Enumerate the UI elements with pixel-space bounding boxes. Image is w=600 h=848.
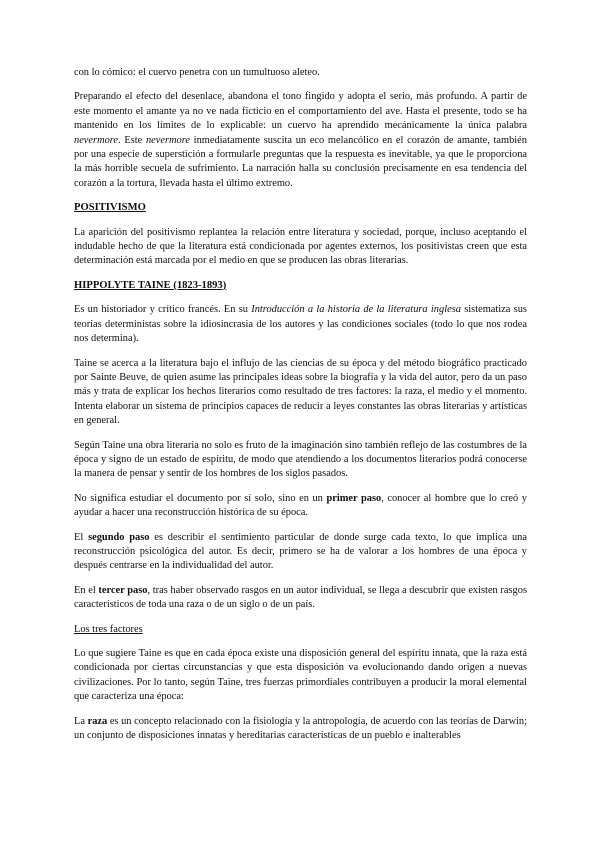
text-segment: inmediatamente suscita un eco melancólico en el corazón de amante, también por una especie de superstición a formularle preguntas que la respuesta es inevitable, ya que le proporciona la más horrible secuela de sufrimiento. La narración halla su conclusión precisamente en esa tendencia del corazón a la tortura, llevada hasta el último extremo.: [74, 134, 527, 189]
paragraph-taine-intro: [74, 303, 527, 346]
bold-term: segundo paso: [88, 531, 150, 543]
text-segment: , tras haber observado rasgos en un autor individual, se llega a descubrir que existen rasgos característicos de toda una raza o de un siglo o de un país.: [74, 584, 527, 611]
paragraph-taine-method: Taine se acerca a la literatura bajo el influjo de las ciencias de su época y del método biográfico practicado por Sainte Beuve, de quien asume las principales ideas sobre la biografía y la vida del autor, pero da un paso más y trata de explicar los hechos literarios como resultado de tres factores: la raza, el medio y el momento. Intenta elaborar un sistema de principios capaces de reducir a leyes constantes las obras literarias y artísticas en general.: [74, 357, 527, 427]
italic-term: nevermore: [145, 134, 190, 146]
section-heading-positivismo: POSITIVISMO: [74, 202, 146, 214]
paragraph-cuervo-end: con lo cómico: el cuervo penetra con un tumultuoso aleteo.: [74, 67, 320, 78]
text-segment: En el: [74, 584, 99, 596]
subheading-tres-factores: Los tres factores: [74, 623, 143, 635]
italic-term: nevermore: [74, 134, 119, 146]
paragraph-segundo-paso: [74, 531, 527, 574]
paragraph-positivismo: La aparición del positivismo replantea la relación entre literatura y sociedad, porque, incluso aceptando el indudable hecho de que la literatura está condicionada por agentes externos, los positivistas creen que esta determinación está marcada por el medio en que se producen las obras literarias.: [74, 226, 527, 267]
text-segment: . Este: [118, 134, 146, 146]
paragraph-raza: [74, 715, 527, 744]
document-body: [74, 66, 527, 753]
bold-term: raza: [87, 715, 108, 727]
paragraph-obra-literaria: Según Taine una obra literaria no solo es fruto de la imaginación sino también reflejo de las costumbres de la época y signo de un estado de espíritu, de modo que atendiendo a los documentos literarios podrá conocerse la manera de pensar y sentir de los hombres de los siglos pasados.: [74, 439, 527, 480]
text-segment: es un concepto relacionado con la fisiología y la antropología, de acuerdo con las teorías de Darwin; un conjunto de disposiciones innatas y hereditarias características de un pueblo e inalterables: [74, 715, 527, 742]
bold-term: primer paso: [326, 492, 382, 504]
text-segment: es describir el sentimiento particular de donde surge cada texto, lo que implica una reconstrucción psicológica del autor. Es decir, primero se ha de valorar a los hombres de una época y después centrarse en la individualidad del autor.: [74, 531, 527, 572]
text-segment: El: [74, 531, 89, 543]
section-heading-taine: HIPPOLYTE TAINE (1823-1893): [74, 279, 227, 291]
text-segment: , conocer al hombre que lo creó y ayudar a hacer una reconstrucción histórica de su época.: [74, 492, 527, 519]
bold-term: tercer paso: [98, 584, 148, 596]
paragraph-tercer-paso: [74, 584, 527, 613]
text-segment: Preparando el efecto del desenlace, abandona el tono fingido y adopta el serio, más profundo. A partir de este momento el amante ya no ve nada ficticio en el comportamiento del ave. Hasta el presente, todo se ha mantenido en los límites de lo explicable: un cuervo ha aprendido mecánicamente la única palabra: [74, 91, 527, 132]
paragraph-desenlace: [74, 90, 527, 191]
text-segment: No significa estudiar el documento por sí solo, sino en un: [74, 492, 327, 504]
paragraph-tres-factores: Lo que sugiere Taine es que en cada época existe una disposición general del espíritu innata, que la raza está condicionada por ciertas circunstancias y que esta disposición va evolucionando dando origen a nuevas civilizaciones. Por lo tanto, según Taine, tres fuerzas primordiales contribuyen a producir la moral elemental que caracteriza una época:: [74, 648, 527, 703]
paragraph-primer-paso: [74, 492, 527, 521]
text-segment: La: [74, 715, 88, 727]
book-title: Introducción a la historia de la literatura inglesa: [251, 304, 461, 316]
text-segment: sistematiza sus teorías deterministas sobre la idiosincrasia de los autores y las condiciones sociales (todo lo que nos rodea nos determina).: [74, 304, 527, 345]
text-segment: Es un historiador y crítico francés. En su: [74, 304, 252, 316]
